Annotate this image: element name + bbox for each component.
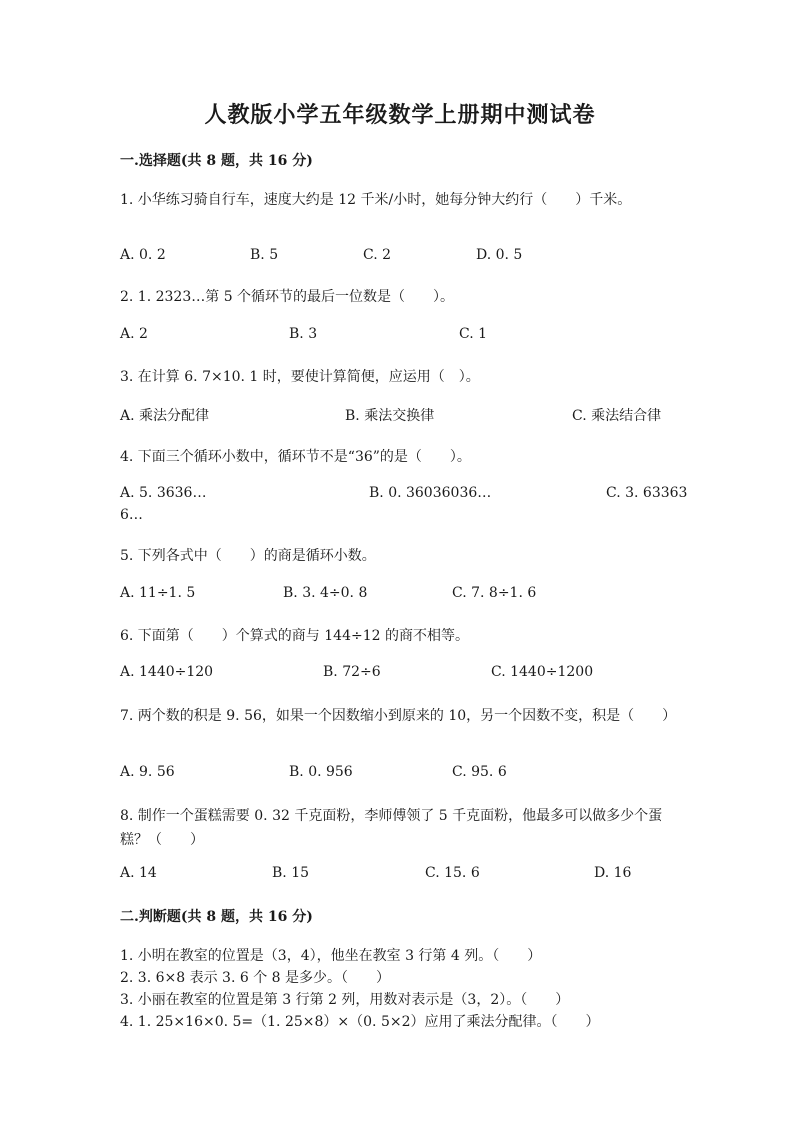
question-2-options: [120, 326, 680, 350]
section-heading-choice: 一.选择题(共 8 题，共 16 分): [120, 153, 313, 169]
option-a: A. 9. 56: [120, 764, 175, 780]
option-c-continuation: 6…: [120, 507, 143, 523]
option-a: A. 1440÷120: [120, 664, 214, 680]
option-a: A. 14: [120, 865, 157, 881]
option-c: C. 2: [363, 247, 392, 263]
judgement-item-1: 1. 小明在教室的位置是（3，4），他坐在教室 3 行第 4 列。（ ）: [120, 948, 542, 964]
option-b: B. 3. 4÷0. 8: [283, 585, 368, 601]
question-5-options: [120, 585, 680, 609]
question-7: 7. 两个数的积是 9. 56，如果一个因数缩小到原来的 10，另一个因数不变，积是（ ）: [120, 708, 677, 724]
question-1: 1. 小华练习骑自行车，速度大约是 12 千米/小时，她每分钟大约行（ ）千米。: [120, 192, 632, 208]
option-b: B. 15: [272, 865, 310, 881]
option-a: A. 2: [120, 326, 148, 342]
option-d: D. 0. 5: [476, 247, 523, 263]
page-title: 人教版小学五年级数学上册期中测试卷: [204, 102, 596, 128]
question-8: 8. 制作一个蛋糕需要 0. 32 千克面粉，李师傅领了 5 千克面粉，他最多可以做多少个蛋糕？（ ）: [120, 808, 663, 848]
question-6: 6. 下面第（ ）个算式的商与 144÷12 的商不相等。: [120, 628, 469, 644]
option-c: C. 95. 6: [452, 764, 507, 780]
question-4: 4. 下面三个循环小数中，循环节不是“36”的是（ ）。: [120, 449, 471, 465]
judgement-item-4: 4. 1. 25×16×0. 5=（1. 25×8）×（0. 5×2）应用了乘法分配律。（ ）: [120, 1014, 600, 1030]
question-5: 5. 下列各式中（ ）的商是循环小数。: [120, 548, 376, 564]
option-b: B. 3: [289, 326, 318, 342]
option-b: B. 0. 956: [289, 764, 353, 780]
judgement-item-3: 3. 小丽在教室的位置是第 3 行第 2 列，用数对表示是（3，2）。（ ）: [120, 992, 570, 1008]
option-d: D. 16: [594, 865, 632, 881]
question-8-options: [120, 865, 680, 889]
option-c: C. 1440÷1200: [491, 664, 594, 680]
question-4-options: [120, 485, 688, 523]
option-a: A. 乘法分配律: [120, 408, 210, 424]
section-heading-judgement: 二.判断题(共 8 题，共 16 分): [120, 909, 313, 925]
option-b: B. 5: [250, 247, 279, 263]
question-1-options: [120, 247, 680, 271]
judgement-item-2: 2. 3. 6×8 表示 3. 6 个 8 是多少。（ ）: [120, 970, 391, 986]
question-6-options: [120, 664, 680, 688]
option-c: C. 乘法结合律: [572, 408, 662, 424]
option-b: B. 0. 36036036…: [369, 485, 492, 501]
option-a: A. 0. 2: [120, 247, 166, 263]
option-c: C. 3. 63363: [606, 485, 688, 501]
option-c: C. 15. 6: [425, 865, 480, 881]
question-2: 2. 1. 2323…第 5 个循环节的最后一位数是（ ）。: [120, 289, 455, 305]
option-b: B. 乘法交换律: [345, 408, 435, 424]
option-c: C. 1: [459, 326, 488, 342]
option-b: B. 72÷6: [323, 664, 381, 680]
option-c: C. 7. 8÷1. 6: [452, 585, 537, 601]
question-3-options: [120, 405, 680, 429]
question-7-options: [120, 764, 680, 788]
option-a: A. 5. 3636…: [120, 485, 207, 501]
option-a: A. 11÷1. 5: [120, 585, 196, 601]
question-3: 3. 在计算 6. 7×10. 1 时，要使计算简便，应运用（ ）。: [120, 369, 480, 385]
